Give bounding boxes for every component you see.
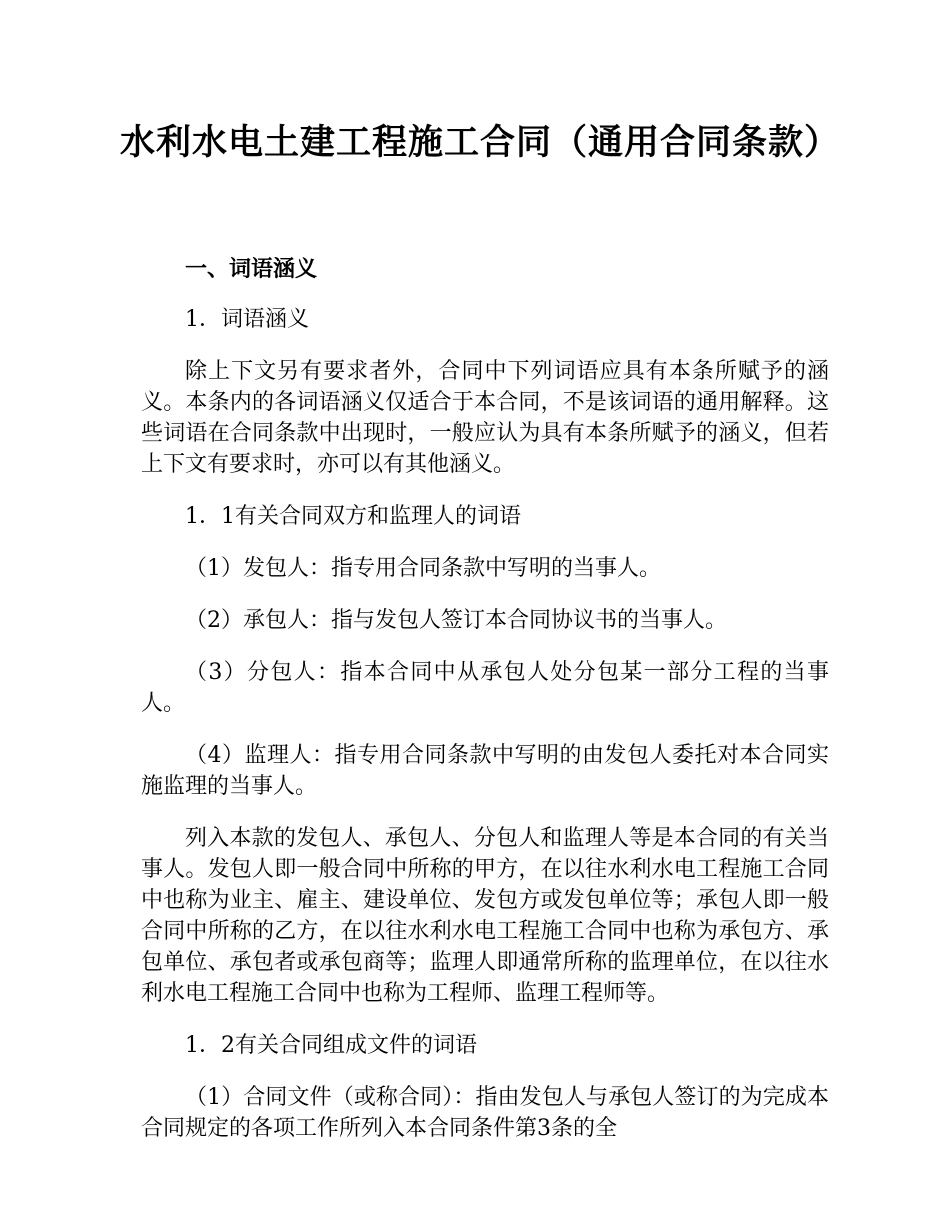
list-item: （4）监理人：指专用合同条款中写明的由发包人委托对本合同实施监理的当事人。 bbox=[141, 743, 829, 799]
list-item: （1）合同文件（或称合同）：指由发包人与承包人签订的为完成本合同规定的各项工作所列入本合同条件第3条的全 bbox=[141, 1085, 829, 1141]
subsection-heading: 1．词语涵义 bbox=[185, 307, 309, 332]
paragraph: 列入本款的发包人、承包人、分包人和监理人等是本合同的有关当事人。发包人即一般合同中所称的甲方，在以往水利水电工程施工合同中也称为业主、雇主、建设单位、发包方或发包单位等；承包人即一般合同中所称的乙方，在以往水利水电工程施工合同中也称为承包方、承包单位、承包者或承包商等；监理人即通常所称的监理单位，在以往水利水电工程施工合同中也称为工程师、监理工程师等。 bbox=[141, 826, 829, 1006]
list-item: （3）分包人：指本合同中从承包人处分包某一部分工程的当事人。 bbox=[141, 660, 829, 716]
document-title: 水利水电土建工程施工合同（通用合同条款） bbox=[120, 123, 841, 163]
list-item: （2）承包人：指与发包人签订本合同协议书的当事人。 bbox=[185, 608, 727, 633]
paragraph: 除上下文另有要求者外，合同中下列词语应具有本条所赋予的涵义。本条内的各词语涵义仅适合于本合同，不是该词语的通用解释。这些词语在合同条款中出现时，一般应认为具有本条所赋予的涵义，但若上下文有要求时，亦可以有其他涵义。 bbox=[141, 359, 829, 477]
list-item: （1）发包人：指专用合同条款中写明的当事人。 bbox=[185, 556, 661, 581]
clause-heading: 1．1有关合同双方和监理人的词语 bbox=[185, 504, 521, 529]
clause-heading: 1．2有关合同组成文件的词语 bbox=[185, 1033, 477, 1058]
document-body bbox=[141, 250, 829, 1165]
section-heading: 一、词语涵义 bbox=[185, 257, 318, 282]
